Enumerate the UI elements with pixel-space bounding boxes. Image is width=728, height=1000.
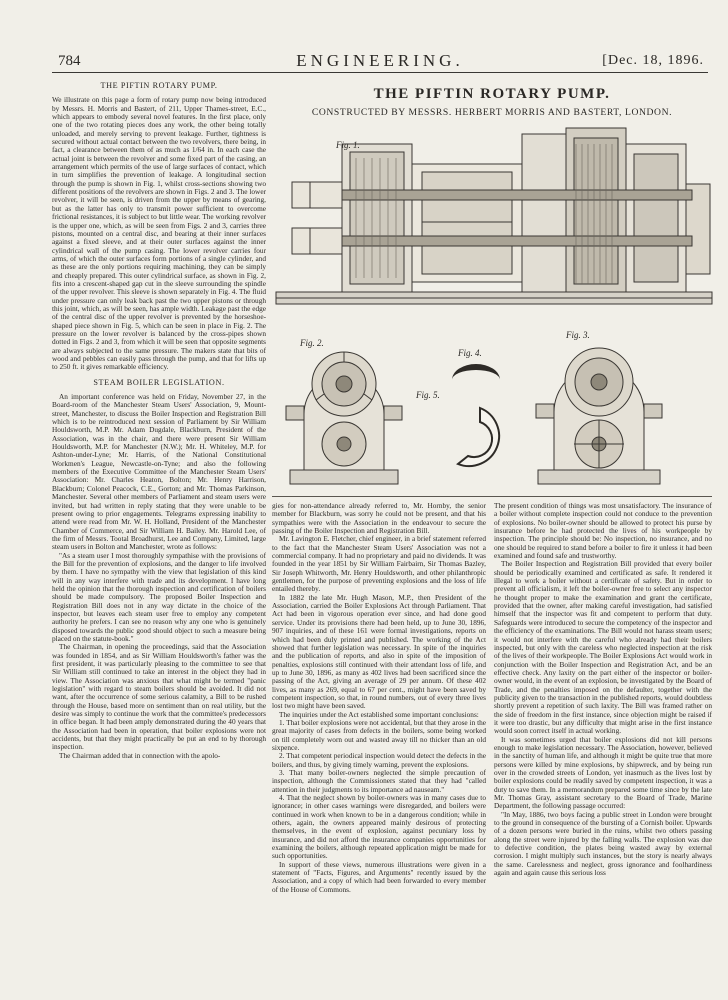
issue-date: [Dec. 18, 1896.: [602, 53, 704, 68]
middle-paragraph: In 1882 the late Mr. Hugh Mason, M.P., then President of the Association, carried the Boiler Explosions Act through Parliament. That Act had been in vigorous operation ever since, and had done good service. Under its provisions there had been held, up to June 30, 1896, 907 inquiries, and of these 161 were formal investigations, reports on which had been duly printed and published. The working of the Act showed that further legislation was necessary. In spite of the inquiries and the publication of reports, and also in spite of the imposition of penalties, explosions still continued with their attendant loss of life, and up to June 30, 1896, as many as 402 lives had been sacrificed since the passing of the Act, giving an average of 29 per annum. Of these 402 lives, as many as 269, equal to 67 per cent., might have been saved by competent inspection, so that, in round numbers, out of every three lives lost two might have been saved.: [272, 592, 486, 711]
figure-subtitle: CONSTRUCTED BY MESSRS. HERBERT MORRIS AND BASTERT, LONDON.: [311, 107, 673, 118]
right-column: [494, 502, 712, 986]
fig4-label: Fig. 4.: [458, 348, 482, 358]
fig2-cross-section: [284, 344, 404, 490]
figure-divider: [272, 496, 712, 497]
pump-article-title: THE PIFTIN ROTARY PUMP.: [100, 81, 218, 90]
figure-title: THE PIFTIN ROTARY PUMP.: [373, 86, 611, 102]
right-paragraph: It was sometimes urged that boiler explosions did not kill persons enough to make legislation necessary. The Association, however, believed in the sanctity of human life, and although it might be quite true that more persons were killed by mine explosions, by shipwreck, and by being run over in the crowded streets of London, yet inasmuch as the lives lost by boiler explosions could be readily saved by competent inspection, it was a duty to save them. In a memorandum prepared some time since by the late Mr. Thomas Gray, assistant secretary to the Board of Trade, Marine Department, the following passage occurred:: [494, 734, 712, 811]
middle-paragraph: In support of these views, numerous illustrations were given in a statement of "Facts, Figures, and Arguments" recently issued by the Association, and a copy of which had been forwarded to every member of the House of Commons.: [272, 859, 486, 894]
middle-paragraph: 1. That boiler explosions were not accidental, but that they arose in the great majority of cases from defects in the boilers, some being worked on till completely worn out and wasted away till no thicker than an old sixpence.: [272, 717, 486, 752]
boiler-paragraph: The Chairman added that in connection with the apolo-: [59, 750, 221, 760]
pump-article-text: We illustrate on this page a form of rotary pump now being introduced by Messrs. H. Morris and Bastert, of 211, Upper Thames-street, E.C., which appears to embody several novel features. In the first place, only one of the two rotating pieces does any work, the other being totally unloaded, and merely serving to prevent leakage. Further, tightness is secured without actual contact between the two revolvers, there being, in fact, a clearance between them of as much as 1/64 in. In each case the actual joint is between the revolver and some fixed part of the casing, an arrangement which permits of the use of large surfaces of contact, which in turn simplifies the prevention of leakage. A longitudinal section through the pump is shown in Fig. 1, whilst cross-sections showing two different positions of the revolvers are shown in Figs. 2 and 3. The lower revolver, it will be seen, is driven from the upper by means of gearing, but as the latter has only to transmit power sufficient to overcome frictional resistances, it is subject to but little wear. The working revolver is the upper one, which, as will be seen from Figs. 2 and 3, carries three pistons, mounted on a central disc, and bearing at their inner surfaces against a fixed sleeve, and at their outer surfaces against the inner cylindrical wall of the pump casing. The lower revolver carries four arms, of which the outer surfaces form portions of a single cylinder, and as these are the only portions requiring machining, they can be simply and cheaply prepared. This outer cylindrical surface, as shown in Fig. 2, fits into a crescent-shaped gap cut in the sleeve surrounding the spindle of the upper revolver. This sleeve is shown separately in Fig. 4. The fluid under pressure can only leak back past the two upper pistons or through this joint, which, as will be seen, has ample width. Leakage past the edge of the central disc of the upper revolver is prevented by the horseshoe-shaped piece shown in Fig. 5, which can be seen in place in Fig. 2. The pressure on the lower revolver is balanced by the cross-pipes shown dotted in Figs. 2 and 3, from which it will be seen that opposite segments are always subjected to the same pressure. The makers state that bits of wood and pebbles can easily pass through the pump, and that for lifts up to 250 ft. it gives remarkable efficiency.: [52, 95, 266, 372]
boiler-paragraph: "As a steam user I most thoroughly sympathise with the provisions of the Bill for the prevention of explosions, and the danger to life involved by them. I have no sympathy with the view that legislation of this kind will in any way interfere with trade and its development. I have long held the opinion that the thorough inspection and certification of boilers should be made compulsory. The proposed Boiler Inspection and Registration Bill does not in any way dictate in the choice of the inspector, but leaves each steam user free to employ any competent authority he prefers. I can see no reason why any one who is genuinely disposed towards the public good should object to such a measure being placed on the statute-book.": [52, 550, 266, 643]
middle-paragraph: 4. That the neglect shown by boiler-owners was in many cases due to ignorance; in other cases warnings were disregarded, and boilers were continued in work when known to be in a dangerous condition; while in others, again, the owners appeared mainly desirous of protecting themselves, in the event of explosion, against pecuniary loss by insurance, and did not afford the insurance companies opportunities for examining the boilers, although repeated application might be made for such opportunities.: [272, 793, 486, 861]
middle-column: [272, 502, 486, 986]
right-paragraph: The Boiler Inspection and Registration Bill provided that every boiler should be periodically examined and certificated as safe. It rendered it illegal to work a boiler without a certificate of safety. But in order to prevent all officialism, it left the boiler-owner free to select any inspector he thought proper to make the examination and grant the certificate, provided that the owner, after making careful investigation, had satisfied himself that the inspector was fit and competent to perform that duty. Safeguards were introduced to secure the competency of the inspector and the efficiency of the examinations. The Bill would not harass steam users; it would not interfere with the careful who already had their boilers inspected, but only with the careless who neglected inspection at the risk of the lives of their workpeople. The Boiler Explosions Act would work in conjunction with the Boiler Inspection and Registration Act, and be an effective check. Any laxity on the part either of the inspector or boiler-owner would, in the event of an explosion, be investigated by the Board of Trade, and the penalties imposed on the defaulter, together with the publicity given to the transaction in the published reports, would doubtless shortly prevent a repetition of such laxity. The Bill was framed rather on the side of freedom in the first instance, since objection might be raised if it were too drastic, but any difficulty that might arise in the first instance would soon correct itself in actual working.: [494, 559, 712, 736]
fig1-label: Fig. 1.: [336, 140, 360, 150]
fig2-label: Fig. 2.: [300, 338, 324, 348]
page-header: [52, 50, 708, 73]
journal-title: ENGINEERING.: [296, 51, 464, 70]
boiler-paragraph: The Chairman, in opening the proceedings, said that the Association was founded in 1854, and as Sir William Houldsworth's father was the first president, it was particularly pleasing to the committee to see that Sir William still continued to take an interest in the object they had in view. The Association was anxious that what might be termed "panic legislation" with regard to steam boilers should be avoided. It did not want, after the occurrence of some serious calamity, a Bill to be rushed through the House, based more on sentiment than on real utility, but the desire was simply to continue the work that the committee's predecessors in office began. It had been amply demonstrated during the 40 years that the Association had been in operation, that boiler explosions were not accidents, but that they might practically be put an end to by thorough inspection.: [52, 642, 266, 752]
boiler-article-title: STEAM BOILER LEGISLATION.: [93, 377, 225, 387]
middle-paragraph: The inquiries under the Act established some important conclusions:: [279, 709, 479, 719]
boiler-paragraph: An important conference was held on Friday, November 27, in the Board-room of the Manchester Steam Users' Association, 9, Mount-street, Manchester, to discuss the Boiler Inspection and Registration Bill which is to be reintroduced next session of Parliament by Sir William Houldsworth, M.P. Mr. Adam Dugdale, Blackburn, President of the Association, was in the chair, and there were present Sir William Houldsworth, M.P. for Manchester (N.W.); Mr. H. Whiteley, M.P. for Ashton-under-Lyne; Mr. Harris, of the National Constitutional Workmen's League, Newcastle-on-Tyne; and also the following members of the Executive Committee of the Manchester Steam Users' Association: Mr. Charles Heaton, Bolton; Mr. Henry Harrison, Blackburn; Colonel Peacock, C.E., Gorton; and Mr. Thomas Parkinson, Manchester. Several other members of Parliament and steam users were invited, but had written in reply stating that they were unable to be present owing to prior engagements. Telegrams expressing inability to attend were read from Mr. W. H. Holland, President of the Manchester Chamber of Commerce, and Sir William H. Bailey. Mr. Harold Lee, of the firm of Messrs. Tootal Broadhurst, Lee and Company, Limited, large steam users in Bolton and Manchester, wrote as follows:: [52, 392, 266, 552]
right-paragraph: The present condition of things was most unsatisfactory. The insurance of a boiler without complete inspection could not conduce to the prevention of explosions. No boiler-owner should be allowed to protect his purse by insurance before he had protected the lives of his workpeople by inspection. The principle should be: No inspection, no insurance, and no one should be required to stand before a boiler to fire it unless it had been examined and found safe and trustworthy.: [494, 502, 712, 561]
fig5-horseshoe-piece: [440, 400, 520, 480]
middle-paragraph: 2. That competent periodical inspection would detect the defects in the boilers, and thus, by giving timely warning, prevent the explosions.: [272, 751, 486, 769]
fig4-sleeve: [446, 360, 506, 400]
page-number: 784: [58, 53, 81, 69]
fig3-label: Fig. 3.: [566, 330, 590, 340]
fig5-label: Fig. 5.: [416, 390, 440, 400]
right-paragraph: "In May, 1886, two boys facing a public street in London were brought to the ground in consequence of the bursting of a Cornish boiler. Upwards of a dozen persons were buried in the ruins, whilst two others passing along the street were injured by the falling walls. The explosion was due to defective condition, the plates being wasted away by external corrosion. I might multiply such instances, but the story is nearly always the same. Carelessness and neglect, gross ignorance and foolhardiness again and again cause this serious loss: [494, 809, 712, 878]
middle-paragraph: Mr. Lavington E. Fletcher, chief engineer, in a brief statement referred to the fact that the Manchester Steam Users' Association was not a commercial company. It had no proprietary and paid no dividends. It was founded in the year 1851 by Sir William Fairbairn, Sir Thomas Bazley, Sir Joseph Whitworth, Mr. Henry Houldsworth, and other philanthropic gentlemen, for the purpose of preventing explosions and the loss of life entailed thereby.: [272, 534, 486, 594]
middle-paragraph: gies for non-attendance already referred to, Mr. Hornby, the senior member for Blackburn, was sorry he could not be present, and that his sympathies were with the Association in the endeavour to secure the passing of the Boiler Inspection and Registration Bill.: [272, 502, 486, 536]
fig1-longitudinal-section: [272, 124, 716, 310]
fig3-cross-section: [534, 340, 664, 490]
left-column: [52, 80, 266, 985]
middle-paragraph: 3. That many boiler-owners neglected the simple precaution of inspection, although the Commissioners stated that they had "called attention in their judgments to its importance ad nauseam.": [272, 768, 486, 794]
